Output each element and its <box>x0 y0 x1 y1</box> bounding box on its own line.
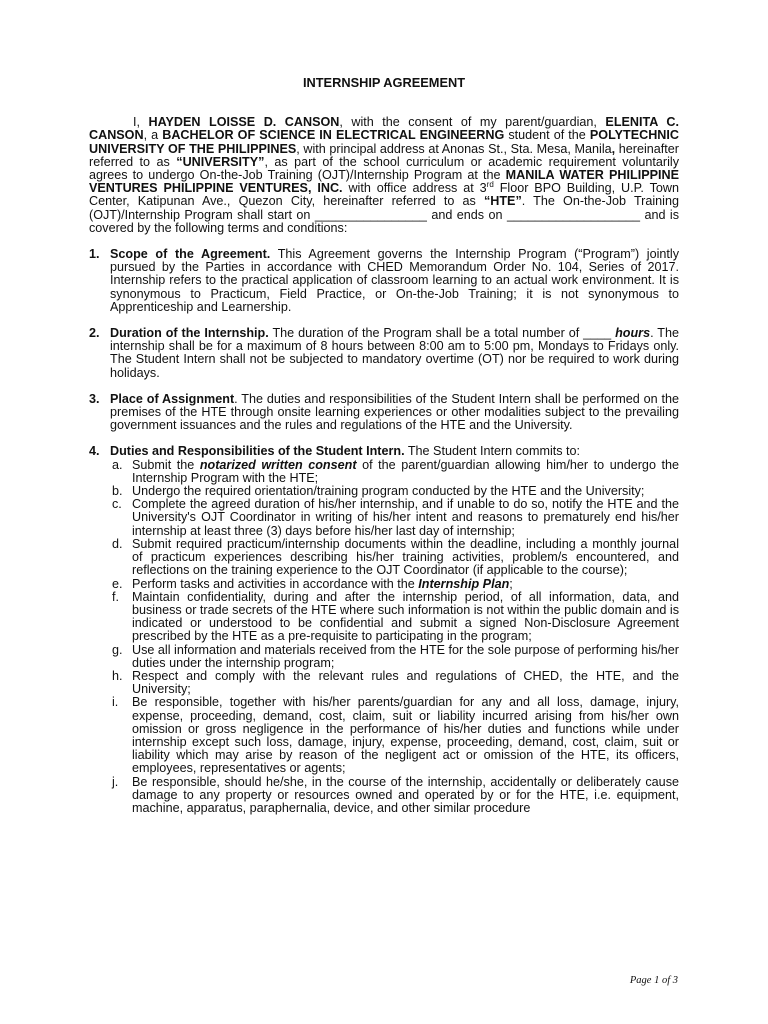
duty-item <box>110 538 679 578</box>
duty-letter: a. <box>112 457 123 472</box>
duty-text: Submit the <box>132 457 200 472</box>
term-number: 4. <box>89 444 100 459</box>
duty-letter: g. <box>112 642 123 657</box>
term-heading: Duration of the Internship. <box>110 326 269 341</box>
term-body: . The duties and responsibilities of the Student Intern shall be performed on the premises of the HTE through onsite learning experiences or other modalities subject to the prevailing government issuances and the rules and regulations of the HTE and the University. <box>110 391 680 433</box>
duty-text: Undergo the required orientation/training program conducted by the HTE and the University; <box>132 484 645 499</box>
term-heading: Scope of the Agreement. <box>110 247 271 262</box>
duty-emphasis: Internship Plan <box>418 576 510 591</box>
hours-label: hours <box>615 326 651 341</box>
term-heading: Place of Assignment <box>110 391 235 406</box>
intro-text: , with the consent of my parent/guardian, <box>339 115 606 130</box>
duty-text: Use all information and materials received from the HTE for the sole purpose of performing his/her duties under the internship program; <box>132 642 679 670</box>
duty-text: Be responsible, should he/she, in the course of the internship, accidentally or deliberately cause damage to any property or resources owned and operated by or for the HTE, i.e. equipment, machine, apparatus, paraphernalia, device, and other similar procedure <box>132 774 679 815</box>
duty-letter: b. <box>112 484 123 499</box>
intro-text: with office address at 3 <box>342 181 487 196</box>
duty-letter: f. <box>112 589 119 604</box>
university-name: POLYTECHNIC UNIVERSITY OF THE PHILIPPINES <box>89 128 679 156</box>
student-name: HAYDEN LOISSE D. CANSON <box>148 115 340 130</box>
term-body: . The internship shall be for a maximum of 8 hours between 8:00 am to 5:00 pm, Mondays to Fridays only. The Student Intern shall not be subjected to mandatory overtime (OT) nor be required to work during holidays. <box>110 326 679 380</box>
term-duration <box>89 327 679 380</box>
duty-letter: e. <box>112 576 123 591</box>
hte-alias: “HTE” <box>483 194 522 209</box>
university-alias: “UNIVERSITY” <box>176 154 265 169</box>
duty-item <box>110 591 679 644</box>
term-heading: Duties and Responsibilities of the Student Intern. <box>110 444 405 459</box>
parent-name: ELENITA C. CANSON <box>89 115 679 143</box>
term-body: The Student Intern commits to: <box>404 444 581 459</box>
duty-item <box>110 498 679 538</box>
intro-text: I, <box>133 115 149 130</box>
duty-letter: c. <box>112 497 122 512</box>
duty-letter: i. <box>112 695 119 710</box>
term-number: 3. <box>89 391 100 406</box>
duty-letter: d. <box>112 536 123 551</box>
term-scope <box>89 248 679 314</box>
duty-text: Perform tasks and activities in accordance with the <box>132 576 419 591</box>
duty-item <box>110 644 679 670</box>
duty-letter: h. <box>112 668 123 683</box>
intro-text: , as part of the school curriculum or academic requirement voluntarily agrees to undergo On-the-Job Training (OJT)/Internship Program at the <box>89 154 679 183</box>
term-body: The duration of the Program shall be a total number of ____ <box>268 326 616 341</box>
terms-list <box>89 248 679 815</box>
intro-paragraph <box>89 116 679 235</box>
intro-text: , a <box>143 128 163 143</box>
duty-text: Maintain confidentiality, during and after the internship period, of all information, data, and business or trade secrets of the HTE where such information is not within the public domain and is indicated or understood to be confidential and submit a signed Non-Disclosure Agreement prescribed by the HTE as a pre-requisite to participating in the program; <box>132 589 679 644</box>
duty-item <box>110 459 679 485</box>
term-number: 2. <box>89 326 100 341</box>
intro-text: student of the <box>504 128 590 143</box>
intro-text: hereinafter referred to as <box>89 141 679 169</box>
term-body: This Agreement governs the Internship Program (“Program”) jointly pursued by the Parties in accordance with CHED Memorandum Order No. 104, Series of 2017. Internship refers to the practical application of classroom learning to an actual work environment. It is synonymous to Practicum, Field Practice, or On-the-Job Training; it is not synonymous to Apprenticeship and Learnership. <box>110 247 680 314</box>
duty-letter: j. <box>112 774 119 789</box>
company-name: MANILA WATER PHILIPPINE VENTURES PHILIPPINE VENTURES, INC. <box>89 168 679 196</box>
duty-text: Respect and comply with the relevant rules and regulations of CHED, the HTE, and the University; <box>132 668 679 697</box>
duty-text: Complete the agreed duration of his/her internship, and if unable to do so, notify the HTE and the University's OJT Coordinator in writing of his/her intent and reasons to prematurely end his/her internship at least three (3) days before his/her last day of internship; <box>132 497 679 538</box>
duty-emphasis: notarized written consent <box>199 457 357 472</box>
intro-comma: , <box>611 141 616 156</box>
duty-text: Submit required practicum/internship documents within the deadline, including a monthly journal of practicum experiences describing his/her training activities, problem/s encountered, and reflections on the training experience to the OJT Coordinator (if applicable to the course); <box>132 536 679 578</box>
duties-list <box>110 459 679 815</box>
document-title: INTERNSHIP AGREEMENT <box>302 75 466 90</box>
intro-text: . The On-the-Job Training (OJT)/Internship Program shall start on ________________ and ends on ___________________ and is covered by the following terms and conditions: <box>89 194 679 235</box>
ordinal-suffix: rd <box>486 180 494 190</box>
duty-item <box>110 696 679 775</box>
duty-item <box>110 670 679 696</box>
duty-text: Be responsible, together with his/her parents/guardian for any and all loss, damage, injury, expense, proceeding, demand, cost, claim, suit or liability incurred arising from his/her own omission or gross negligence in the performance of his/her duties and functions while under internship except such loss, damage, injury, expense, proceeding, demand, cost, claim, suit or liability which may arise by reason of the negligent act or omission of the HTE, its officers, employees, representatives or agents; <box>132 695 679 776</box>
degree-program: BACHELOR OF SCIENCE IN ELECTRICAL ENGINEERNG <box>162 128 505 143</box>
term-duties <box>89 445 679 815</box>
term-number: 1. <box>89 247 100 262</box>
intro-text: , with principal address at Anonas St., Sta. Mesa, Manila <box>296 141 612 156</box>
duty-text: ; <box>509 576 513 591</box>
intro-text: Floor BPO Building, U.P. Town Center, Katipunan Ave., Quezon City, hereinafter referred to as <box>89 181 679 209</box>
page-number: Page 1 of 3 <box>629 975 678 986</box>
term-place <box>89 393 679 433</box>
duty-text: of the parent/guardian allowing him/her to undergo the Internship Program with the HTE; <box>132 457 680 485</box>
duty-item <box>110 776 679 816</box>
